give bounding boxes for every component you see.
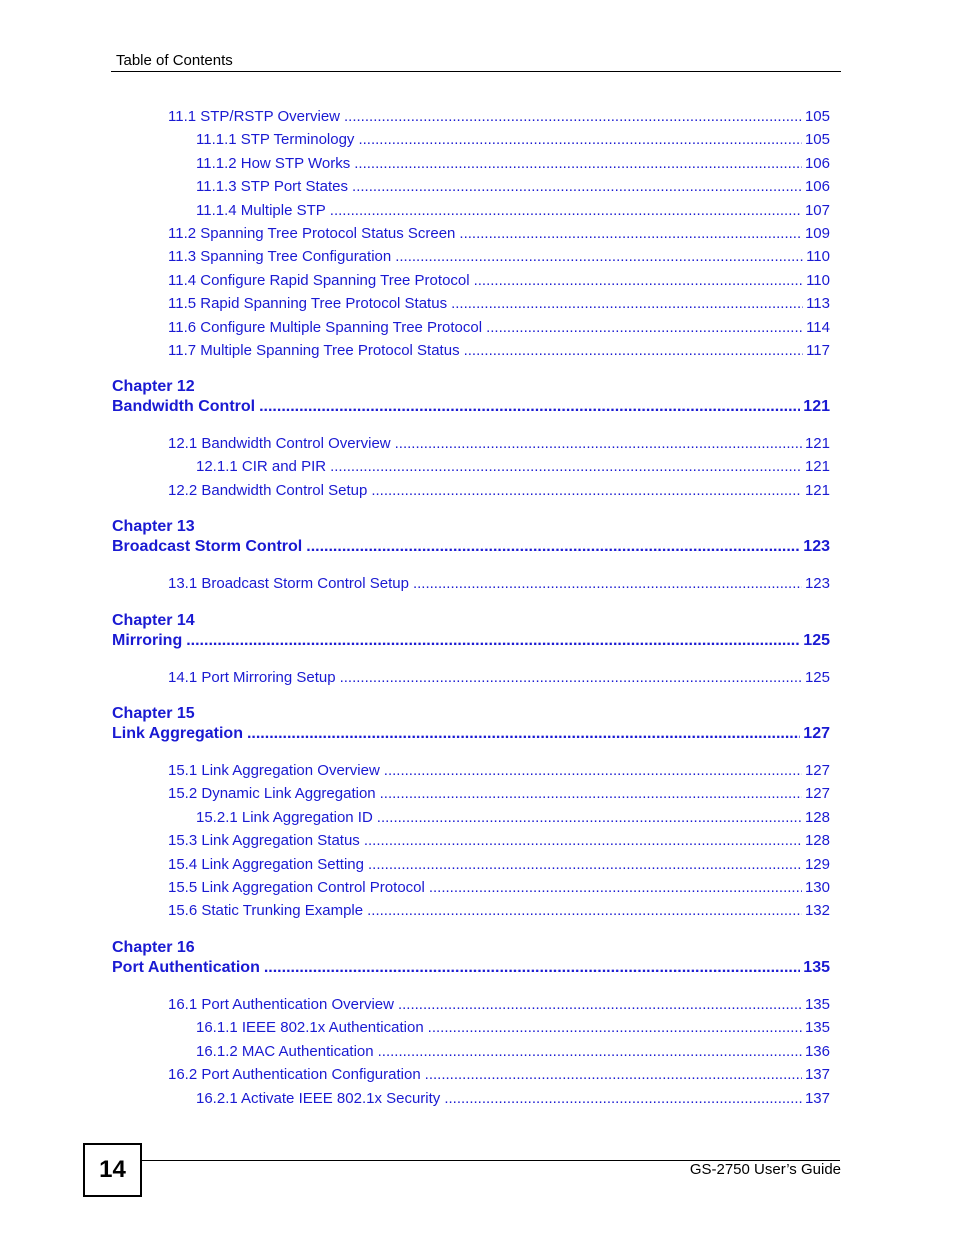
toc-entry[interactable] (168, 434, 830, 454)
toc-entry-page[interactable]: 127 (804, 785, 830, 802)
page-number-box (83, 1143, 142, 1197)
toc-entry[interactable] (168, 855, 830, 875)
toc-entry-page[interactable]: 105 (804, 108, 830, 125)
toc-entry[interactable] (196, 1042, 830, 1062)
toc-entry-title[interactable]: 16.2.1 Activate IEEE 802.1x Security (196, 1090, 441, 1107)
toc-entry-title[interactable]: 11.1.1 STP Terminology (196, 131, 355, 148)
toc-entry-page[interactable]: 117 (806, 342, 830, 359)
toc-entry[interactable] (196, 808, 830, 828)
toc-entry[interactable] (196, 1089, 830, 1109)
toc-entry[interactable] (168, 294, 830, 314)
toc-entry-page[interactable]: 121 (804, 458, 830, 475)
toc-entry-page[interactable]: 137 (804, 1090, 830, 1107)
toc-entry-title[interactable]: 11.1.4 Multiple STP (196, 202, 326, 219)
toc-entry-title[interactable]: 11.1 STP/RSTP Overview (168, 108, 341, 125)
toc-entry-page[interactable]: 110 (806, 248, 830, 265)
toc-entry-page[interactable]: 106 (804, 155, 830, 172)
dot-leader (264, 958, 800, 978)
dot-leader (425, 1065, 802, 1085)
toc-entry-title[interactable]: 11.4 Configure Rapid Spanning Tree Protocol (168, 272, 470, 289)
toc-entry[interactable] (168, 107, 830, 127)
chapter-title-row[interactable] (112, 724, 830, 744)
toc-entry-page[interactable]: 127 (803, 725, 830, 742)
dot-leader (367, 901, 802, 921)
toc-entry-page[interactable]: 135 (803, 959, 830, 976)
toc-entry-page[interactable]: 129 (804, 856, 830, 873)
toc-entry-title[interactable]: Broadcast Storm Control (112, 538, 303, 555)
header-section-title: Table of Contents (116, 52, 233, 69)
dot-leader (464, 341, 804, 361)
toc-entry-title[interactable]: Link Aggregation (112, 725, 243, 742)
toc-entry-title[interactable]: 11.7 Multiple Spanning Tree Protocol Status (168, 342, 460, 359)
toc-entry[interactable] (196, 1018, 830, 1038)
toc-entry-title[interactable]: 11.3 Spanning Tree Configuration (168, 248, 392, 265)
toc-entry-title[interactable]: 16.2 Port Authentication Configuration (168, 1066, 421, 1083)
toc-entry-title[interactable]: 15.4 Link Aggregation Setting (168, 856, 364, 873)
dot-leader (459, 224, 802, 244)
chapter-label[interactable]: Chapter 15 (112, 705, 195, 722)
toc-entry-page[interactable]: 109 (804, 225, 830, 242)
toc-entry-page[interactable]: 136 (804, 1043, 830, 1060)
dot-leader (429, 878, 802, 898)
page-number: 14 (99, 1156, 126, 1183)
dot-leader (354, 154, 802, 174)
toc-entry-title[interactable]: 11.5 Rapid Spanning Tree Protocol Status (168, 295, 448, 312)
toc-entry[interactable] (196, 154, 830, 174)
dot-leader (259, 397, 800, 417)
toc-entry-page[interactable]: 132 (804, 902, 830, 919)
toc-entry[interactable] (168, 341, 830, 361)
toc-entry-page[interactable]: 105 (804, 131, 830, 148)
toc-entry-title[interactable]: 11.2 Spanning Tree Protocol Status Screen (168, 225, 456, 242)
toc-entry-page[interactable]: 127 (804, 762, 830, 779)
toc-entry-page[interactable]: 106 (804, 178, 830, 195)
toc-entry-title[interactable]: Bandwidth Control (112, 398, 256, 415)
toc-entry-page[interactable]: 110 (806, 272, 830, 289)
toc-entry[interactable] (196, 130, 830, 150)
dot-leader (186, 631, 800, 651)
toc-entry-page[interactable]: 121 (803, 398, 830, 415)
toc-entry-page[interactable]: 121 (804, 482, 830, 499)
toc-entry-title[interactable]: 12.2 Bandwidth Control Setup (168, 482, 368, 499)
toc-entry[interactable] (196, 177, 830, 197)
toc-entry[interactable] (168, 318, 830, 338)
dot-leader (344, 107, 802, 127)
chapter-label[interactable]: Chapter 14 (112, 612, 195, 629)
toc-entry[interactable] (168, 574, 830, 594)
toc-entry-page[interactable]: 135 (804, 1019, 830, 1036)
chapter-label[interactable]: Chapter 16 (112, 939, 195, 956)
toc-entry[interactable] (168, 901, 830, 921)
chapter-label[interactable]: Chapter 13 (112, 518, 195, 535)
toc-entry-page[interactable]: 123 (804, 575, 830, 592)
toc-entry[interactable] (168, 995, 830, 1015)
toc-entry-title[interactable]: 15.6 Static Trunking Example (168, 902, 364, 919)
toc-entry-title[interactable]: 11.6 Configure Multiple Spanning Tree Protocol (168, 319, 483, 336)
toc-entry-title[interactable]: 12.1 Bandwidth Control Overview (168, 435, 391, 452)
dot-leader (358, 130, 802, 150)
dot-leader (368, 855, 802, 875)
toc-entry-page[interactable]: 113 (806, 295, 830, 312)
dot-leader (428, 1018, 802, 1038)
toc-entry-page[interactable]: 121 (804, 435, 830, 452)
toc-entry[interactable] (168, 668, 830, 688)
toc-entry[interactable] (196, 457, 830, 477)
toc-entry-page[interactable]: 125 (804, 669, 830, 686)
dot-leader (384, 761, 802, 781)
dot-leader (330, 457, 802, 477)
toc-entry[interactable] (168, 761, 830, 781)
dot-leader (444, 1089, 802, 1109)
dot-leader (371, 481, 802, 501)
toc-entry-title[interactable]: 16.1.1 IEEE 802.1x Authentication (196, 1019, 424, 1036)
toc-entry[interactable] (168, 481, 830, 501)
toc-entry-title[interactable]: 13.1 Broadcast Storm Control Setup (168, 575, 409, 592)
chapter-title-row[interactable] (112, 537, 830, 557)
toc-entry-page[interactable]: 125 (803, 632, 830, 649)
toc-entry[interactable] (168, 271, 830, 291)
guide-title: GS-2750 User’s Guide (689, 1161, 841, 1178)
dot-leader (330, 201, 802, 221)
toc-entry-page[interactable]: 137 (804, 1066, 830, 1083)
toc-entry-title[interactable]: 12.1.1 CIR and PIR (196, 458, 327, 475)
dot-leader (395, 247, 803, 267)
toc-entry[interactable] (196, 201, 830, 221)
dot-leader (352, 177, 802, 197)
dot-leader (451, 294, 803, 314)
dot-leader (413, 574, 802, 594)
toc-entry-page[interactable]: 114 (806, 319, 830, 336)
dot-leader (378, 1042, 802, 1062)
toc-entry-title[interactable]: 11.1.3 STP Port States (196, 178, 349, 195)
toc-entry-page[interactable]: 130 (804, 879, 830, 896)
chapter-title-row[interactable] (112, 958, 830, 978)
dot-leader (340, 668, 802, 688)
toc-entry-title[interactable]: 11.1.2 How STP Works (196, 155, 351, 172)
dot-leader (364, 831, 802, 851)
toc-entry-title[interactable]: 14.1 Port Mirroring Setup (168, 669, 336, 686)
toc-entry-page[interactable]: 128 (804, 809, 830, 826)
dot-leader (474, 271, 803, 291)
dot-leader (395, 434, 802, 454)
toc-entry-title[interactable]: Mirroring (112, 632, 183, 649)
toc-entry-page[interactable]: 135 (804, 996, 830, 1013)
dot-leader (486, 318, 803, 338)
toc-entry[interactable] (168, 224, 830, 244)
toc-entry-title[interactable]: 15.3 Link Aggregation Status (168, 832, 360, 849)
toc-entry[interactable] (168, 784, 830, 804)
dot-leader (247, 724, 800, 744)
dot-leader (306, 537, 800, 557)
toc-entry-page[interactable]: 123 (803, 538, 830, 555)
dot-leader (398, 995, 802, 1015)
dot-leader (377, 808, 802, 828)
toc-entry-page[interactable]: 128 (804, 832, 830, 849)
toc-entry-title[interactable]: 15.2.1 Link Aggregation ID (196, 809, 373, 826)
toc-entry-title[interactable]: Port Authentication (112, 959, 260, 976)
toc-entry[interactable] (168, 831, 830, 851)
toc-entry-page[interactable]: 107 (804, 202, 830, 219)
toc-entry-title[interactable]: 16.1.2 MAC Authentication (196, 1043, 374, 1060)
toc-entry-title[interactable]: 15.1 Link Aggregation Overview (168, 762, 380, 779)
toc-entry[interactable] (168, 247, 830, 267)
chapter-title-row[interactable] (112, 631, 830, 651)
toc-entry[interactable] (168, 878, 830, 898)
chapter-title-row[interactable] (112, 397, 830, 417)
toc-entry-title[interactable]: 15.5 Link Aggregation Control Protocol (168, 879, 425, 896)
chapter-label[interactable]: Chapter 12 (112, 378, 195, 395)
toc-entry[interactable] (168, 1065, 830, 1085)
toc-entry-title[interactable]: 15.2 Dynamic Link Aggregation (168, 785, 376, 802)
toc-entry-title[interactable]: 16.1 Port Authentication Overview (168, 996, 394, 1013)
dot-leader (380, 784, 802, 804)
